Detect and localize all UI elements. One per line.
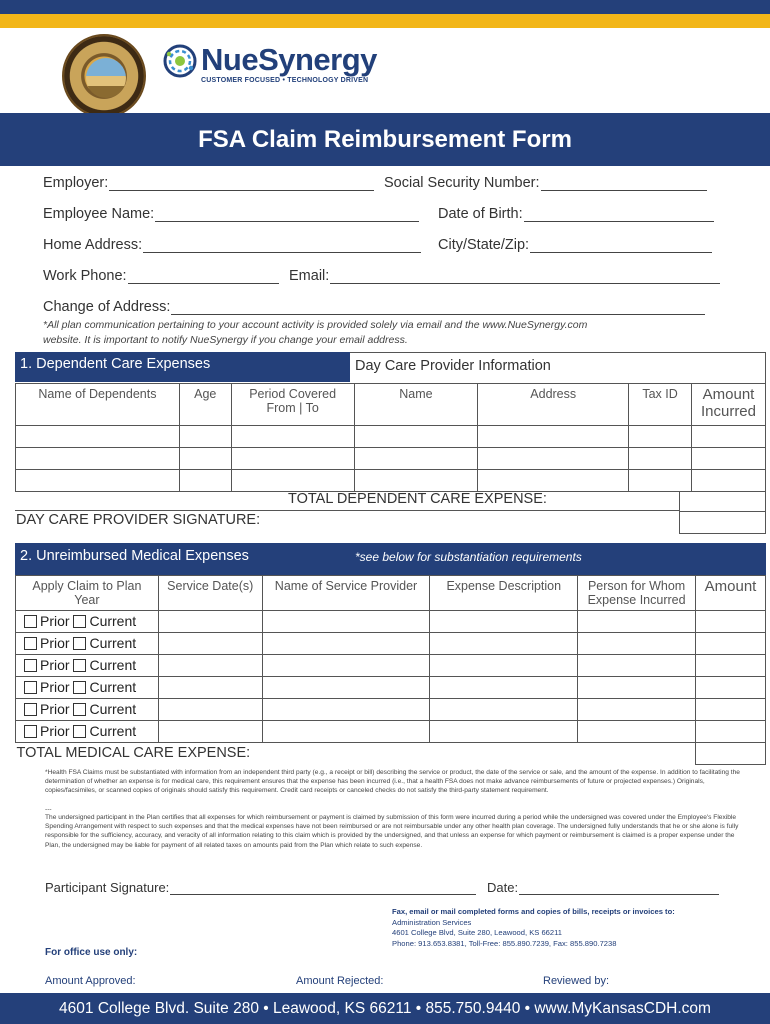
work-phone-label: Work Phone: [43,268,127,284]
col-tax-id: Tax ID [629,384,692,426]
top-gold-bar [0,14,770,28]
table-row[interactable] [16,743,766,765]
submission-line1: Administration Services [392,917,472,927]
table-row[interactable] [16,448,766,470]
table-row[interactable]: Prior Current [16,655,766,677]
footer-bar [0,993,770,1024]
current-checkbox[interactable] [73,615,86,628]
table-row[interactable]: Prior Current [16,611,766,633]
city-state-zip-label: City/State/Zip: [438,237,530,253]
amount-rejected-label: Amount Rejected: [296,975,384,987]
col-service-provider: Name of Service Provider [262,576,430,611]
dob-field[interactable] [438,206,714,222]
total-dependent-care-input[interactable] [679,491,766,512]
footer-contact: 4601 College Blvd. Suite 280 • Leawood, KS 66211 • 855.750.9440 • www.MyKansasCDH.com [59,1000,711,1017]
email-notice [43,318,723,348]
prior-checkbox[interactable] [24,703,37,716]
col-person-incurred: Person for Whom Expense Incurred [578,576,696,611]
fine-print-divider: --- [45,806,52,813]
medical-expense-table [15,575,766,765]
col-amount: Amount [696,576,766,611]
ssn-label: Social Security Number: [384,175,540,191]
submission-heading: Fax, email or mail completed forms and copies of bills, receipts or invoices to: [392,907,675,916]
city-state-zip-field[interactable] [438,237,712,253]
employee-name-field[interactable] [43,206,419,222]
logo-wordmark: NueSynergy [201,42,377,77]
current-checkbox[interactable] [73,637,86,650]
col-amount-incurred: Amount Incurred [691,384,765,426]
employer-label: Employer: [43,175,109,191]
ssn-field[interactable] [384,175,707,191]
col-service-dates: Service Date(s) [158,576,262,611]
col-apply-plan-year: Apply Claim to Plan Year [16,576,159,611]
table-row[interactable]: Prior Current [16,633,766,655]
medical-section-header [15,543,766,575]
email-notice-line2: website. It is important to notify NueSynergy if you change your email address. [43,334,408,346]
participant-signature-field[interactable] [45,880,476,895]
col-dependents: Name of Dependents [16,384,180,426]
current-checkbox[interactable] [73,681,86,694]
table-row[interactable] [16,470,766,492]
current-checkbox[interactable] [73,659,86,672]
col-provider-address: Address [478,384,629,426]
provider-info-heading: Day Care Provider Information [355,358,551,374]
substantiation-fine-print: *Health FSA Claims must be substantiated with information from an independent third party (e.g., a receipt or bill) describing the service or product, the date of the service or sale, and the amount of the expense. In addition to facilitating the determination of whether an expense is for medical care, this requirement ensures that the expense has been incurred (i.e., that a health FSA does not make advance reimbursements of future or projected expenses.) Originals, copies/facsimiles, or scanned copies of originals should satisfy this requirement. Credit card receipts or canceled checks do not satisfy the third-party statement requirement. [45,769,740,795]
medical-section-title: 2. Unreimbursed Medical Expenses [20,548,249,564]
prior-checkbox[interactable] [24,725,37,738]
prior-checkbox[interactable] [24,637,37,650]
substantiation-note: *see below for substantiation requirements [355,550,582,564]
email-field[interactable] [289,268,720,284]
signature-date-field[interactable] [487,880,719,895]
email-notice-line1: *All plan communication pertaining to your account activity is provided solely via email and the www.NueSynergy.com [43,319,588,331]
prior-checkbox[interactable] [24,659,37,672]
provider-signature-amount-box[interactable] [679,512,766,534]
dependent-section-header [15,352,350,382]
table-row[interactable] [16,426,766,448]
state-seal-icon [62,34,146,118]
col-provider-name: Name [354,384,478,426]
provider-signature-label: DAY CARE PROVIDER SIGNATURE: [16,512,261,528]
col-age: Age [179,384,231,426]
signature-date-label: Date: [487,880,519,895]
col-expense-description: Expense Description [430,576,578,611]
home-address-label: Home Address: [43,237,143,253]
employer-field[interactable] [43,175,374,191]
current-checkbox[interactable] [73,703,86,716]
certification-fine-print: The undersigned participant in the Plan certifies that all expenses for which reimbursement or payment is claimed by submission of this form were incurred during a period while the undersigned was covered under the Employee's Flexible Spending Arrangement with respect to such expenses and that the medical expenses have not been reimbursed or are not reimbursable under any other health plan coverage. The undersigned fully understands that he or she alone is fully responsible for the sufficiency, accuracy, and veracity of all information relating to this claim which is provided by the undersigned, and that unless an expense for which payment or reimbursement is claimed is a proper expense under the Plan, the undersigned may be liable for payment of all related taxes on amounts paid from the Plan which relate to such expense. [45,814,739,849]
employee-name-label: Employee Name: [43,206,155,222]
col-period: Period Covered From | To [231,384,354,426]
table-row[interactable]: Prior Current [16,699,766,721]
table-row[interactable]: Prior Current [16,677,766,699]
top-color-bar [0,0,770,14]
amount-approved-label: Amount Approved: [45,975,136,987]
total-dependent-care-label: TOTAL DEPENDENT CARE EXPENSE: [288,491,547,507]
office-use-heading: For office use only: [45,947,138,958]
prior-checkbox[interactable] [24,615,37,628]
title-band [0,113,770,166]
dependent-care-table [15,383,766,492]
home-address-field[interactable] [43,237,421,253]
work-phone-field[interactable] [43,268,279,284]
table-row[interactable]: Prior Current [16,721,766,743]
total-medical-input[interactable] [696,743,766,765]
submission-info [392,907,752,949]
logo-tagline: CUSTOMER FOCUSED • TECHNOLOGY DRIVEN [201,77,369,84]
page-title: FSA Claim Reimbursement Form [198,126,572,153]
email-label: Email: [289,268,330,284]
dob-label: Date of Birth: [438,206,523,222]
globe-icon [163,44,197,78]
prior-checkbox[interactable] [24,681,37,694]
dependent-section-title: 1. Dependent Care Expenses [20,356,211,372]
change-of-address-field[interactable] [43,299,705,315]
current-checkbox[interactable] [73,725,86,738]
participant-signature-label: Participant Signature: [45,880,170,895]
submission-line2: 4601 College Blvd, Suite 280, Leawood, KS 66211 [392,928,562,937]
change-of-address-label: Change of Address: [43,299,171,315]
total-medical-label: TOTAL MEDICAL CARE EXPENSE: [16,743,696,765]
submission-line3: Phone: 913.653.8381, Toll-Free: 855.890.7239, Fax: 855.890.7238 [392,938,617,948]
reviewed-by-label: Reviewed by: [543,975,610,987]
